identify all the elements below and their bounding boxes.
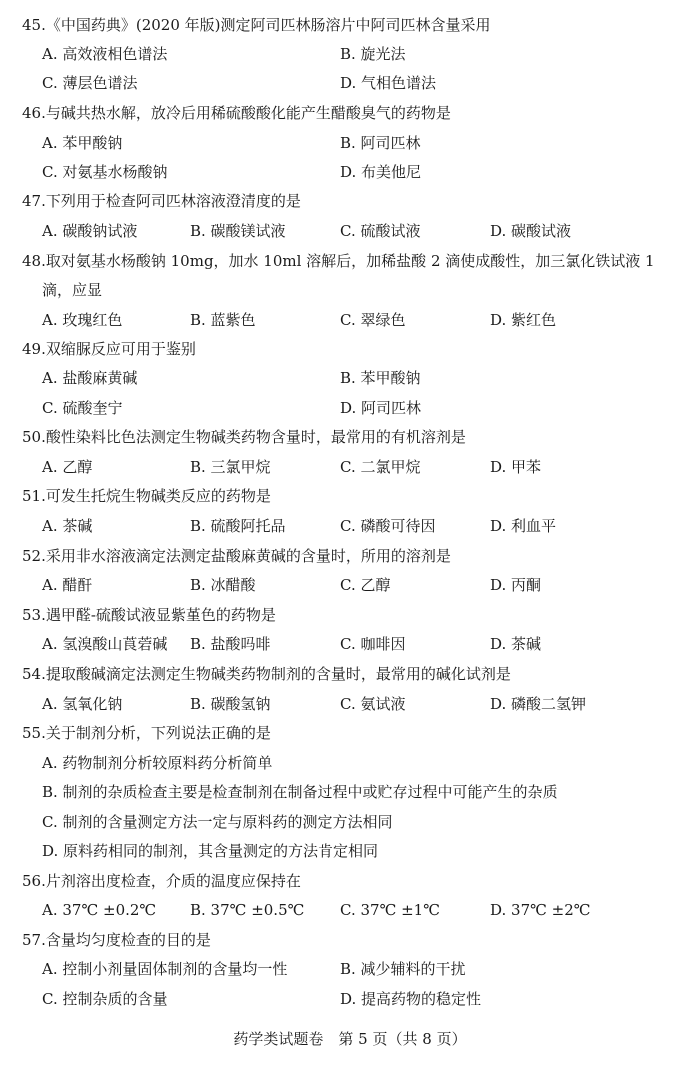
question-50-stem: 50.酸性染料比色法测定生物碱类药物含量时，最常用的有机溶剂是: [22, 428, 466, 446]
option-c: C. 翠绿色: [340, 311, 406, 329]
question-50-options: [0, 455, 700, 479]
question-55-stem: 55.关于制剂分析，下列说法正确的是: [22, 724, 271, 742]
option-d: D. 布美他尼: [340, 163, 422, 181]
option-d: D. 利血平: [490, 517, 557, 535]
option-c: C. 硫酸奎宁: [42, 399, 123, 417]
question-54-options: [0, 692, 700, 716]
option-c: C. 控制杂质的含量: [42, 990, 168, 1008]
question-49-options-row2: [0, 396, 700, 420]
question-48-stem-continued: 滴，应显: [42, 281, 103, 299]
question-45-options-row1: [0, 42, 700, 66]
question-54-stem: 54.提取酸碱滴定法测定生物碱类药物制剂的含量时，最常用的碱化试剂是: [22, 665, 511, 683]
option-d: D. 磷酸二氢钾: [490, 695, 587, 713]
option-c: C. 薄层色谱法: [42, 74, 138, 92]
option-d: D. 茶碱: [490, 635, 542, 653]
option-a: A. 苯甲酸钠: [42, 134, 123, 152]
option-c: C. 二氯甲烷: [340, 458, 421, 476]
question-55-option-d: [0, 839, 700, 863]
question-48-stem: 48.取对氨基水杨酸钠 10mg，加水 10ml 溶解后，加稀盐酸 2 滴使成酸性，加三氯化铁试液 1: [22, 252, 655, 270]
option-d: D. 提高药物的稳定性: [340, 990, 482, 1008]
question-48-options: [0, 308, 700, 332]
option-b: B. 减少辅料的干扰: [340, 960, 466, 978]
option-d: D. 阿司匹林: [340, 399, 422, 417]
question-52-stem: 52.采用非水溶液滴定法测定盐酸麻黄碱的含量时，所用的溶剂是: [22, 547, 451, 565]
option-a: A. 氢溴酸山莨菪碱: [42, 635, 168, 653]
option-d: D. 原料药相同的制剂，其含量测定的方法肯定相同: [42, 842, 379, 860]
question-45-options-row2: [0, 71, 700, 95]
page-footer: 药学类试题卷 第 5 页（共 8 页）: [233, 1030, 467, 1048]
option-c: C. 对氨基水杨酸钠: [42, 163, 168, 181]
option-b: B. 三氯甲烷: [190, 458, 271, 476]
question-56-stem: 56.片剂溶出度检查，介质的温度应保持在: [22, 872, 301, 890]
question-49-options-row1: [0, 366, 700, 390]
question-55-option-b: [0, 780, 700, 804]
option-c: C. 咖啡因: [340, 635, 406, 653]
option-c: C. 37℃ ±1℃: [340, 901, 441, 919]
option-d: D. 紫红色: [490, 311, 557, 329]
question-52-options: [0, 573, 700, 597]
option-a: A. 玫瑰红色: [42, 311, 123, 329]
option-a: A. 茶碱: [42, 517, 93, 535]
option-b: B. 旋光法: [340, 45, 406, 63]
question-55-option-c: [0, 810, 700, 834]
option-b: B. 苯甲酸钠: [340, 369, 421, 387]
option-a: A. 氢氧化钠: [42, 695, 123, 713]
option-a: A. 碳酸钠试液: [42, 222, 138, 240]
option-a: A. 药物制剂分析较原料药分析简单: [42, 754, 273, 772]
question-53-options: [0, 632, 700, 656]
option-b: B. 阿司匹林: [340, 134, 421, 152]
option-d: D. 甲苯: [490, 458, 542, 476]
question-47-stem: 47.下列用于检查阿司匹林溶液澄清度的是: [22, 192, 301, 210]
option-d: D. 气相色谱法: [340, 74, 437, 92]
option-a: A. 醋酐: [42, 576, 93, 594]
option-b: B. 盐酸吗啡: [190, 635, 271, 653]
question-46-options-row1: [0, 131, 700, 155]
question-57-options-row1: [0, 957, 700, 981]
option-b: B. 37℃ ±0.5℃: [190, 901, 305, 919]
question-49-stem: 49.双缩脲反应可用于鉴别: [22, 340, 196, 358]
question-45-stem: 45.《中国药典》(2020 年版)测定阿司匹林肠溶片中阿司匹林含量采用: [22, 16, 491, 34]
option-a: A. 盐酸麻黄碱: [42, 369, 138, 387]
option-b: B. 冰醋酸: [190, 576, 256, 594]
question-56-options: [0, 898, 700, 922]
option-c: C. 磷酸可待因: [340, 517, 436, 535]
option-c: C. 乙醇: [340, 576, 391, 594]
question-46-options-row2: [0, 160, 700, 184]
question-57-stem: 57.含量均匀度检查的目的是: [22, 931, 211, 949]
option-c: C. 制剂的含量测定方法一定与原料药的测定方法相同: [42, 813, 393, 831]
option-d: D. 丙酮: [490, 576, 542, 594]
option-b: B. 碳酸镁试液: [190, 222, 286, 240]
option-c: C. 氨试液: [340, 695, 406, 713]
option-a: A. 高效液相色谱法: [42, 45, 168, 63]
question-57-options-row2: [0, 987, 700, 1011]
option-b: B. 硫酸阿托品: [190, 517, 286, 535]
question-53-stem: 53.遇甲醛-硫酸试液显紫堇色的药物是: [22, 606, 276, 624]
option-b: B. 碳酸氢钠: [190, 695, 271, 713]
question-51-options: [0, 514, 700, 538]
option-d: D. 37℃ ±2℃: [490, 901, 591, 919]
option-a: A. 乙醇: [42, 458, 93, 476]
option-c: C. 硫酸试液: [340, 222, 421, 240]
option-b: B. 蓝紫色: [190, 311, 256, 329]
question-46-stem: 46.与碱共热水解，放冷后用稀硫酸酸化能产生醋酸臭气的药物是: [22, 104, 451, 122]
option-b: B. 制剂的杂质检查主要是检查制剂在制备过程中或贮存过程中可能产生的杂质: [42, 783, 558, 801]
option-a: A. 37℃ ±0.2℃: [42, 901, 157, 919]
option-a: A. 控制小剂量固体制剂的含量均一性: [42, 960, 288, 978]
option-d: D. 碳酸试液: [490, 222, 572, 240]
question-55-option-a: [0, 751, 700, 775]
question-51-stem: 51.可发生托烷生物碱类反应的药物是: [22, 487, 271, 505]
question-47-options: [0, 219, 700, 243]
